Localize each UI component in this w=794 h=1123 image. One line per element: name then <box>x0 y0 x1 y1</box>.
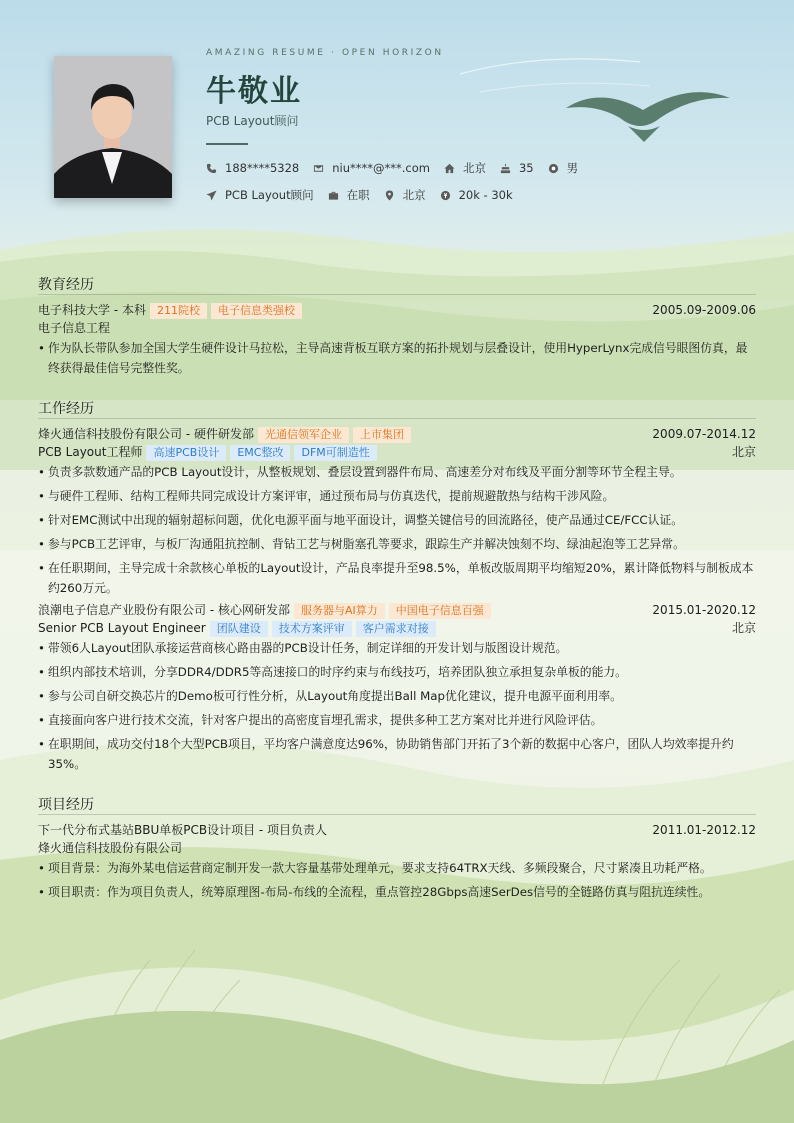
company-tag: 中国电子信息百强 <box>389 603 491 619</box>
school-tag: 211院校 <box>150 303 207 319</box>
cake-icon <box>500 163 511 174</box>
position-name: Senior PCB Layout Engineer <box>38 621 206 635</box>
project-name: 下一代分布式基站BBU单板PCB设计项目 - 项目负责人 <box>38 823 328 837</box>
intent-city-text: 北京 <box>402 188 426 202</box>
job-bullet: • 参与PCB工艺评审，与板厂沟通阻抗控制、背钻工艺与树脂塞孔等要求，跟踪生产并解决蚀刻不均、绿油起泡等工艺异常。 <box>38 537 685 551</box>
job-bullet: • 针对EMC测试中出现的辐射超标问题，优化电源平面与地平面设计，调整关键信号的回流路径，使产品通过CE/FCC认证。 <box>38 513 684 527</box>
education-major-row <box>38 320 756 337</box>
phone-icon <box>206 163 217 174</box>
job-city: 北京 <box>731 445 756 459</box>
company-tag: 服务器与AI算力 <box>294 603 385 619</box>
gender-text: 男 <box>566 161 579 175</box>
skill-tag: 客户需求对接 <box>356 621 436 637</box>
email-item <box>313 161 430 175</box>
intent-position-text: PCB Layout顾问 <box>225 188 314 202</box>
status-text: 在职 <box>346 188 370 202</box>
job-company-row <box>38 426 756 443</box>
company-tag: 光通信领军企业 <box>258 427 349 443</box>
section-divider <box>38 814 756 815</box>
gender-item <box>548 160 579 176</box>
company-tag: 上市集团 <box>353 427 411 443</box>
project-org-row <box>38 840 756 857</box>
skill-tag: 高速PCB设计 <box>146 445 226 461</box>
phone-item <box>206 161 299 175</box>
job-position-row <box>38 444 756 461</box>
work-heading: 工作经历 <box>38 401 94 417</box>
projects-heading: 项目经历 <box>38 797 94 813</box>
education-heading: 教育经历 <box>38 277 94 293</box>
job-bullet: • 组织内部技术培训，分享DDR4/DDR5等高速接口的时序约束与布线技巧，培养团队独立承担复杂单板的能力。 <box>38 665 627 679</box>
job-company-row <box>38 602 756 619</box>
job-position-row <box>38 620 756 637</box>
location-pin-icon <box>384 190 395 201</box>
education-date: 2005.09-2009.06 <box>652 303 756 317</box>
email-text: niu****@***.com <box>332 161 430 175</box>
skill-tag: 团队建设 <box>210 621 268 637</box>
school-name: 电子科技大学 - 本科 <box>38 303 146 317</box>
salary-item <box>440 188 513 202</box>
home-icon <box>444 163 455 174</box>
company-name: 浪潮电子信息产业股份有限公司 - 核心网研发部 <box>38 603 290 617</box>
skill-tag: DFM可制造性 <box>294 445 376 461</box>
title-divider <box>206 143 248 145</box>
position-name: PCB Layout工程师 <box>38 445 143 459</box>
contact-row <box>206 160 592 176</box>
job-bullet: • 带领6人Layout团队承接运营商核心路由器的PCB设计任务，制定详细的开发计划与版图设计规范。 <box>38 641 568 655</box>
project-bullet: • 项目职责：作为项目负责人，统筹原理图-布局-布线的全流程，重点管控28Gbps高速SerDes信号的全链路仿真与阻抗连续性。 <box>38 885 711 899</box>
section-divider <box>38 418 756 419</box>
intent-position-item <box>206 187 314 203</box>
status-item <box>328 187 370 203</box>
skill-tag: 技术方案评审 <box>272 621 352 637</box>
school-tag: 电子信息类强校 <box>211 303 302 319</box>
skill-tag: EMC整改 <box>230 445 290 461</box>
project-org: 烽火通信科技股份有限公司 <box>38 841 183 855</box>
job-bullet: • 在职期间，成功交付18个大型PCB项目，平均客户满意度达96%，协助销售部门开拓了3个新的数据中心客户，团队人均效率提升约35%。 <box>38 737 734 771</box>
project-title-row <box>38 822 756 839</box>
phone-text: 188****5328 <box>225 161 300 175</box>
salary-text: 20k - 30k <box>458 188 513 202</box>
age-item <box>500 161 534 175</box>
company-name: 烽火通信科技股份有限公司 - 硬件研发部 <box>38 427 254 441</box>
job-date: 2015.01-2020.12 <box>652 603 756 617</box>
location-item <box>444 160 486 176</box>
mail-icon <box>313 163 324 174</box>
project-date: 2011.01-2012.12 <box>652 823 756 837</box>
education-bullet: • 作为队长带队参加全国大学生硬件设计马拉松，主导高速背板互联方案的拓扑规划与层叠设计，使用HyperLynx完成信号眼图仿真，最终获得最佳信号完整性奖。 <box>38 341 748 375</box>
job-bullet: • 负责多款数通产品的PCB Layout设计，从整板规划、叠层设置到器件布局、高速差分对布线及平面分割等环节全程主导。 <box>38 465 682 479</box>
brand-tagline: AMAZING RESUME · OPEN HORIZON <box>206 48 444 58</box>
job-bullet: • 直接面向客户进行技术交流，针对客户提出的高密度盲埋孔需求，提供多种工艺方案对比并进行风险评估。 <box>38 713 603 727</box>
send-icon <box>206 190 217 201</box>
section-divider <box>38 294 756 295</box>
briefcase-icon <box>328 190 339 201</box>
job-city: 北京 <box>731 621 756 635</box>
location-text: 北京 <box>462 161 486 175</box>
job-bullet: • 在任职期间，主导完成十余款核心单板的Layout设计，产品良率提升至98.5%，单板改版周期平均缩短20%，累计降低物料与制板成本约260万元。 <box>38 561 754 595</box>
job-bullet: • 参与公司自研交换芯片的Demo板可行性分析，从Layout角度提出Ball Map优化建议，提升电源平面利用率。 <box>38 689 622 703</box>
candidate-title: PCB Layout顾问 <box>206 114 299 128</box>
candidate-name: 牛敬业 <box>206 74 302 109</box>
profile-photo <box>54 56 172 198</box>
age-text: 35 <box>518 161 534 175</box>
education-school-row <box>38 302 756 319</box>
money-icon <box>440 190 451 201</box>
major: 电子信息工程 <box>38 321 111 335</box>
job-bullet: • 与硬件工程师、结构工程师共同完成设计方案评审，通过预布局与仿真迭代，提前规避散热与结构干涉风险。 <box>38 489 615 503</box>
gender-icon <box>548 163 559 174</box>
job-intent-row <box>206 187 527 203</box>
job-date: 2009.07-2014.12 <box>652 427 756 441</box>
project-bullet: • 项目背景：为海外某电信运营商定制开发一款大容量基带处理单元，要求支持64TRX天线、多频段聚合，尺寸紧凑且功耗严格。 <box>38 861 712 875</box>
intent-city-item <box>384 187 426 203</box>
